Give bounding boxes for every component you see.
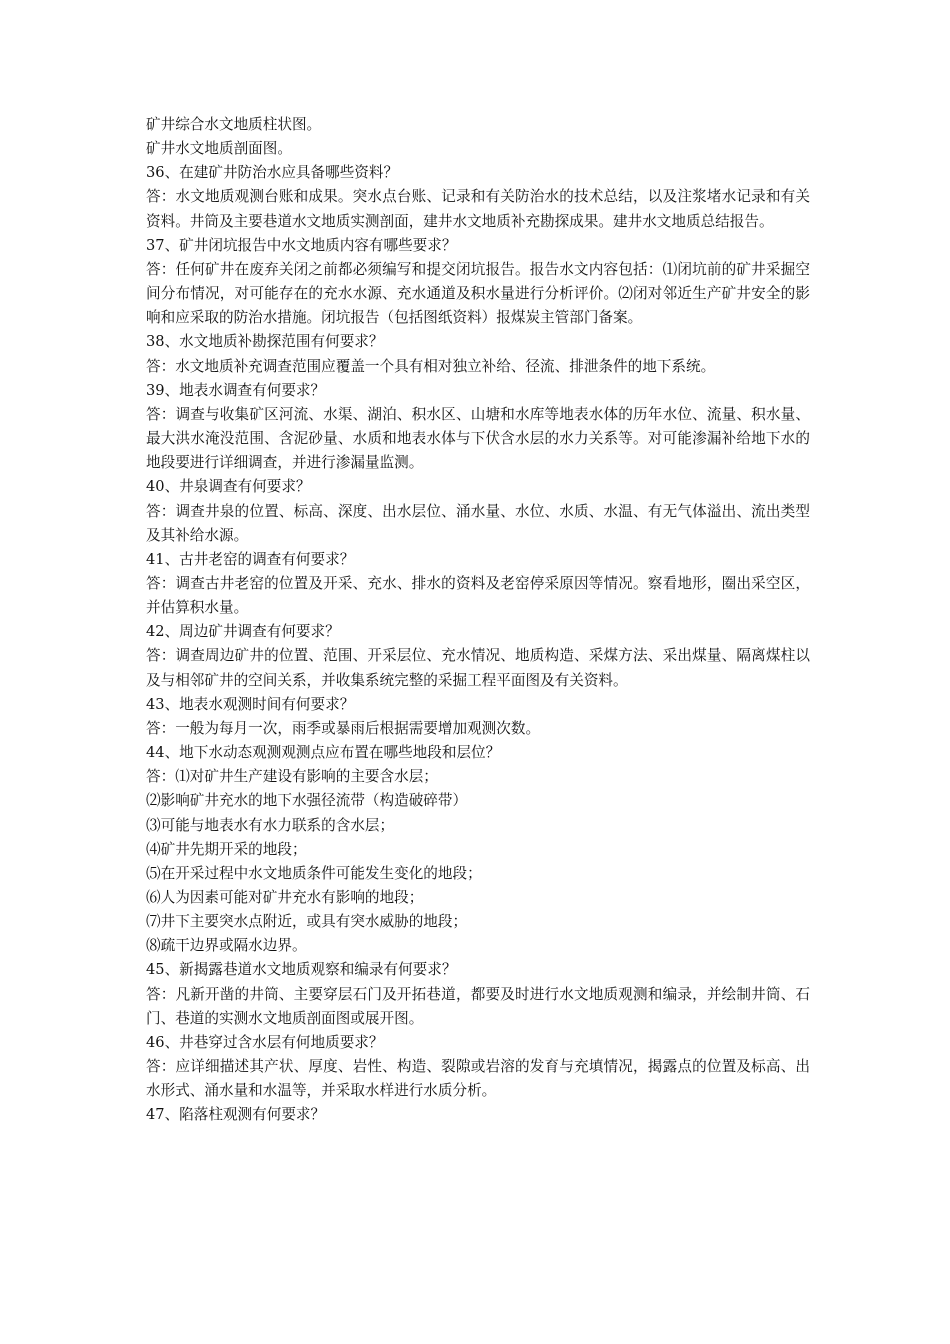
question-heading: 45、新揭露巷道水文地质观察和编录有何要求？ [146,961,457,979]
answer-paragraph: 答：应详细描述其产状、厚度、岩性、构造、裂隙或岩溶的发育与充填情况，揭露点的位置及标高、出水形式、涌水量和水温等，并采取水样进行水质分析。 [146,1058,810,1100]
answer-list-item: ⑶可能与地表水有水力联系的含水层； [146,816,395,834]
text-line: 矿井综合水文地质柱状图。 [146,116,322,133]
answer-list-item: ⑺井下主要突水点附近，或具有突水威胁的地段； [146,913,468,931]
question-heading: 44、地下水动态观测观测点应布置在哪些地段和层位？ [146,744,501,762]
question-heading: 41、古井老窑的调查有何要求？ [146,550,355,568]
answer-paragraph: 答：调查周边矿井的位置、范围、开采层位、充水情况、地质构造、采煤方法、采出煤量、隔离煤柱以及与相邻矿井的空间关系，并收集系统完整的采掘工程平面图及有关资料。 [146,647,810,689]
answer-paragraph: 答：调查与收集矿区河流、水渠、湖泊、积水区、山塘和水库等地表水体的历年水位、流量、积水量、最大洪水淹没范围、含泥砂量、水质和地表水体与下伏含水层的水力关系等。对可能渗漏补给地下水的地段要进行详细调查，并进行渗漏量监测。 [146,405,810,472]
answer-paragraph: 答：水文地质补充调查范围应覆盖一个具有相对独立补给、径流、排泄条件的地下系统。 [146,357,716,375]
answer-list-item: ⑹人为因素可能对矿井充水有影响的地段； [146,889,424,906]
answer-list-item: 答：⑴对矿井生产建设有影响的主要含水层； [146,768,438,786]
answer-list-item: ⑸在开采过程中水文地质条件可能发生变化的地段； [146,864,482,882]
answer-paragraph: 答：凡新开凿的井筒、主要穿层石门及开拓巷道，都要及时进行水文地质观测和编录，并绘制井筒、石门、巷道的实测水文地质剖面图或展开图。 [146,985,810,1027]
question-heading: 39、地表水调查有何要求？ [146,381,326,399]
text-line: 矿井水文地质剖面图。 [146,140,292,158]
answer-list-item: ⑷矿井先期开采的地段； [146,840,307,858]
question-heading: 47、陷落柱观测有何要求？ [146,1106,326,1124]
question-heading: 43、地表水观测时间有何要求？ [146,695,355,713]
answer-paragraph: 答：水文地质观测台账和成果。突水点台账、记录和有关防治水的技术总结，以及注浆堵水记录和有关资料。井筒及主要巷道水文地质实测剖面，建井水文地质补充勘探成果。建井水文地质总结报告。 [146,188,810,230]
answer-paragraph: 答：调查古井老窑的位置及开采、充水、排水的资料及老窑停采原因等情况。察看地形，圈出采空区，并估算积水量。 [146,574,810,617]
answer-list-item: ⑵影响矿井充水的地下水强径流带（构造破碎带） [146,792,468,810]
question-heading: 36、在建矿井防治水应具备哪些资料？ [146,164,399,182]
answer-paragraph: 答：任何矿井在废弃关闭之前都必须编写和提交闭坑报告。报告水文内容包括：⑴闭坑前的矿井采掘空间分布情况，对可能存在的充水水源、充水通道及积水量进行分析评价。⑵闭对邻近生产矿井安全的影响和应采取的防治水措施。闭坑报告（包括图纸资料）报煤炭主管部门备案。 [146,260,810,327]
answer-paragraph: 答：一般为每月一次，雨季或暴雨后根据需要增加观测次数。 [146,719,541,737]
answer-paragraph: 答：调查井泉的位置、标高、深度、出水层位、涌水量、水位、水质、水温、有无气体溢出、流出类型及其补给水源。 [146,502,810,544]
document-body [146,113,810,1128]
question-heading: 38、水文地质补勘探范围有何要求？ [146,333,384,351]
question-heading: 40、井泉调查有何要求？ [146,478,311,496]
question-heading: 37、矿井闭坑报告中水文地质内容有哪些要求？ [146,236,457,254]
question-heading: 42、周边矿井调查有何要求？ [146,623,340,641]
answer-list-item: ⑻疏干边界或隔水边界。 [146,937,307,955]
question-heading: 46、井巷穿过含水层有何地质要求？ [146,1033,384,1051]
